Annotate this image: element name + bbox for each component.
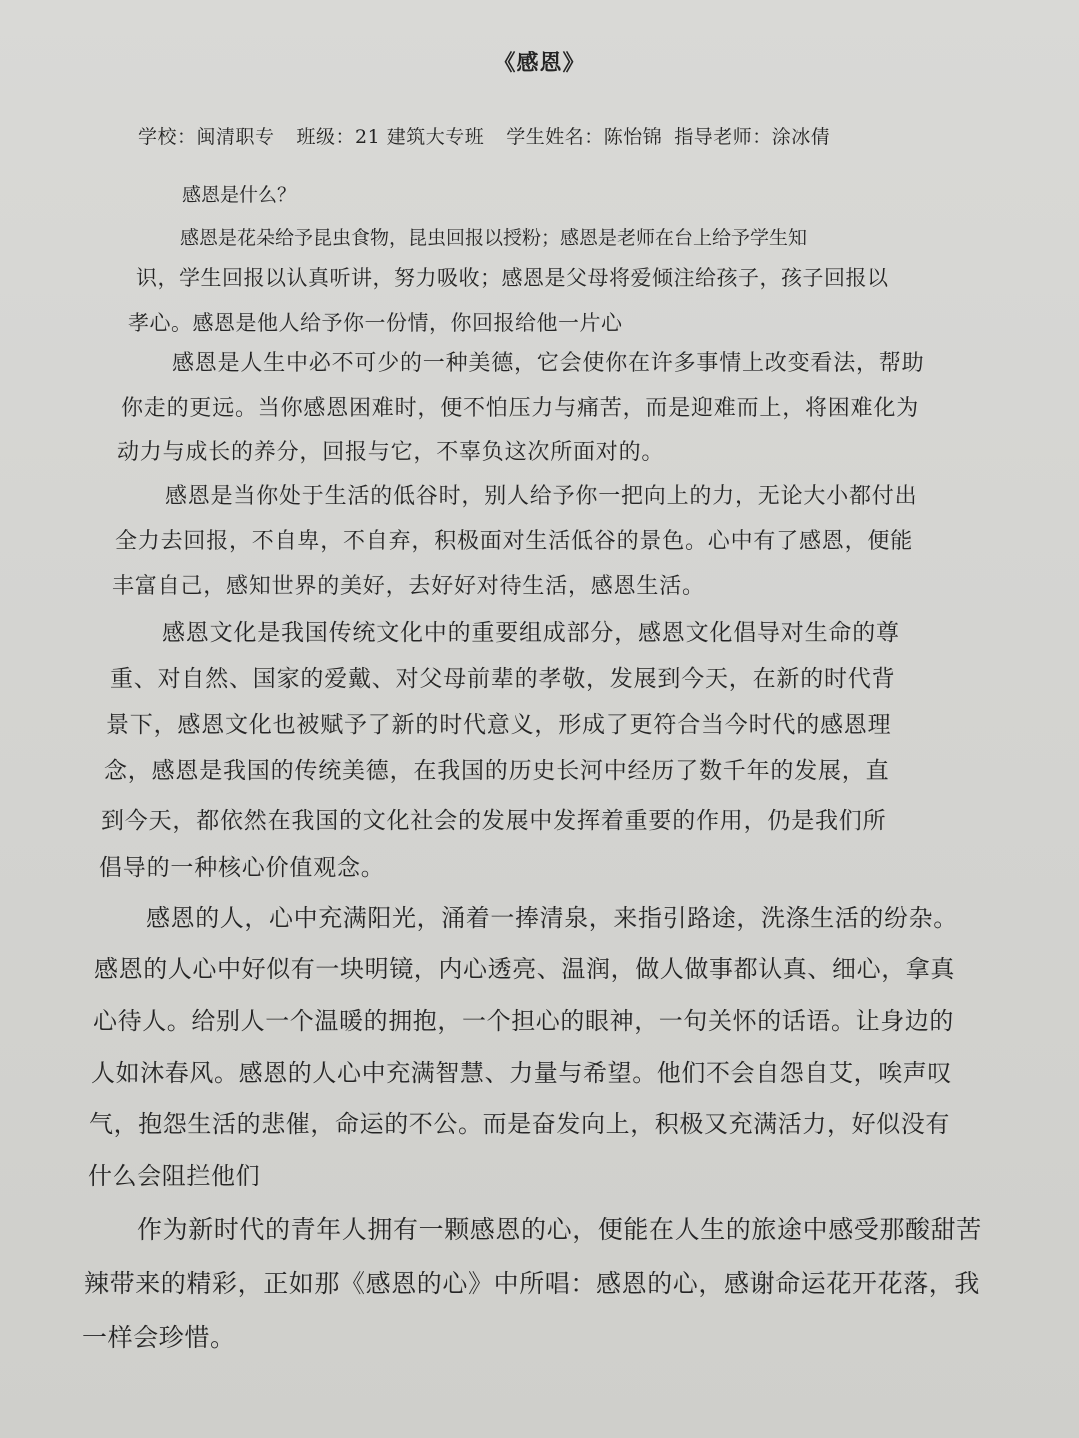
text-line: 重、对自然、国家的爱戴、对父母前辈的孝敬，发展到今天，在新的时代背 [110,666,896,692]
text-line: 感恩是当你处于生活的低谷时，别人给予你一把向上的力，无论大小都付出 [165,484,918,509]
document-title: 《感恩》 [493,50,586,76]
text-line: 景下，感恩文化也被赋予了新的时代意义，形成了更符合当今时代的感恩理 [106,712,892,738]
text-line: 人如沐春风。感恩的人心中充满智慧、力量与希望。他们不会自怨自艾，唉声叹 [91,1059,952,1087]
text-line: 辣带来的精彩，正如那《感恩的心》中所唱：感恩的心，感谢命运花开花落，我 [84,1269,981,1298]
school-label: 学校：闽清职专 [138,126,275,148]
text-line: 心待人。给别人一个温暖的拥抱，一个担心的眼神，一句关怀的话语。让身边的 [93,1007,954,1035]
text-line: 你走的更远。当你感恩困难时，便不怕压力与痛苦，而是迎难而上，将困难化为 [121,396,920,421]
text-line: 感恩的人，心中充满阳光，涌着一捧清泉，来指引路途，洗涤生活的纷杂。 [146,904,958,932]
text-line: 什么会阻拦他们 [88,1162,261,1190]
text-line: 孝心。感恩是他人给予你一份情，你回报给他一片心 [128,311,623,335]
text-line: 感恩是什么？ [182,184,297,206]
text-line: 动力与成长的养分，回报与它，不辜负这次所面对的。 [117,440,665,465]
text-line: 丰富自己，感知世界的美好，去好好对待生活，感恩生活。 [112,574,705,599]
text-line: 全力去回报，不自卑，不自弃，积极面对生活低谷的景色。心中有了感恩，便能 [115,529,914,554]
student-label: 学生姓名：陈怡锦 [506,126,663,148]
text-line: 感恩是人生中必不可少的一种美德，它会使你在许多事情上改变看法，帮助 [172,351,925,376]
text-line: 识，学生回报以认真听讲，努力吸收；感恩是父母将爱倾注给孩子，孩子回报以 [136,266,889,290]
class-label: 班级：21 建筑大专班 [296,126,485,148]
text-line: 气，抱怨生活的悲催，命运的不公。而是奋发向上，积极又充满活力，好似没有 [89,1110,950,1138]
author-info [138,122,830,149]
teacher-label: 指导老师：涂冰倩 [674,126,831,148]
text-line: 作为新时代的青年人拥有一颗感恩的心，便能在人生的旅途中感受那酸甜苦 [137,1215,982,1244]
text-line: 倡导的一种核心价值观念。 [99,855,385,881]
text-line: 感恩的人心中好似有一块明镜，内心透亮、温润，做人做事都认真、细心，拿真 [94,955,955,983]
text-line: 一样会珍惜。 [82,1323,236,1352]
text-line: 到今天，都依然在我国的文化社会的发展中发挥着重要的作用，仍是我们所 [101,808,887,834]
text-line: 感恩是花朵给予昆虫食物，昆虫回报以授粉；感恩是老师在台上给予学生知 [180,227,808,249]
text-line: 感恩文化是我国传统文化中的重要组成部分，感恩文化倡导对生命的尊 [162,620,900,646]
text-line: 念，感恩是我国的传统美德，在我国的历史长河中经历了数千年的发展，直 [104,758,890,784]
